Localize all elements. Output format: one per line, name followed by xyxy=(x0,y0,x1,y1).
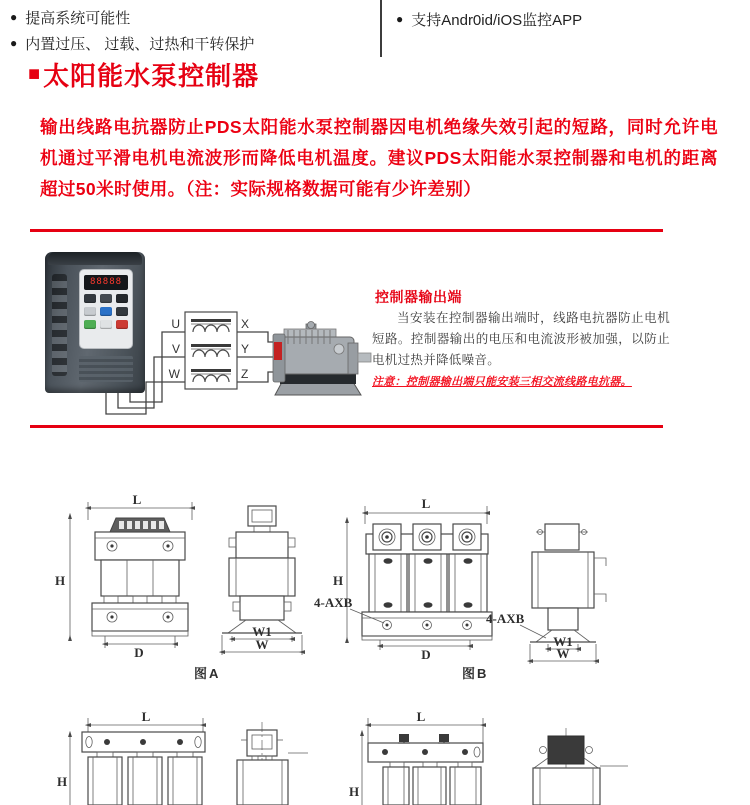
inverter-led-display: 88888 xyxy=(84,275,128,290)
keypad-button xyxy=(116,294,128,303)
dimension-drawings-svg xyxy=(0,490,750,805)
terminal-stud xyxy=(438,734,450,743)
figure-c-group xyxy=(57,709,308,805)
header-divider xyxy=(380,0,382,57)
keypad-button xyxy=(100,307,112,316)
phase-label-x: X xyxy=(241,317,250,331)
dim-label-l: L xyxy=(132,492,142,507)
keypad-button xyxy=(116,307,128,316)
figure-b-group xyxy=(314,496,606,681)
dim-label-h: H xyxy=(348,784,360,799)
inverter-keypad-panel xyxy=(79,269,133,349)
dim-label-h: H xyxy=(54,573,66,588)
feature-text: 提高系统可能性 xyxy=(25,9,131,27)
stop-button xyxy=(116,320,128,329)
figure-a-group xyxy=(55,492,302,681)
header-left-column xyxy=(10,4,370,56)
feature-item xyxy=(10,4,370,30)
inverter-nameplate xyxy=(79,356,133,382)
dim-label-d: D xyxy=(421,647,431,662)
keypad-button xyxy=(84,294,96,303)
dim-label-l: L xyxy=(421,496,431,511)
hole-callout: 4-AXB xyxy=(314,595,353,610)
feature-item xyxy=(396,6,736,32)
header-right-column xyxy=(396,6,736,32)
intro-paragraph: 输出线路电抗器防止PDS太阳能水泵控制器因电机绝缘失效引起的短路，同时允许电机通过平滑电机电流波形而降低电机温度。建议PDS太阳能水泵控制器和电机的距离超过50米时使用。（注：实际规格数据可能有少许差别） xyxy=(40,117,718,199)
dim-label-h: H xyxy=(332,573,344,588)
inverter-vent-grille xyxy=(52,274,67,376)
keypad-button xyxy=(100,294,112,303)
dim-label-l: L xyxy=(141,709,151,724)
terminal-stud xyxy=(398,734,410,743)
bullet-icon: ● xyxy=(396,12,404,26)
section-title-text: 太阳能水泵控制器 xyxy=(43,61,260,91)
dim-label-h: H xyxy=(56,774,68,789)
output-title: 控制器输出端 xyxy=(375,289,462,305)
hole-callout: 4-AXB xyxy=(486,611,525,626)
output-body-text: 当安装在控制器输出端时，线路电抗器防止电机短路。控制器输出的电压和电流波形被加强，以防止电机过热并降低噪音。 xyxy=(372,311,670,367)
phase-label-y: Y xyxy=(241,342,250,356)
keypad-button xyxy=(84,307,96,316)
phase-label-w: W xyxy=(168,367,180,381)
bullet-icon: ● xyxy=(10,10,18,24)
output-note: 注意：控制器输出端只能安装三相交流线路电抗器。 xyxy=(372,376,632,388)
line-reactor-symbol xyxy=(185,312,237,389)
figure-d-group xyxy=(349,709,628,805)
dim-label-w: W xyxy=(556,646,570,661)
dim-label-w1: W1 xyxy=(553,634,573,649)
motor-image xyxy=(273,322,371,396)
dim-label-w: W xyxy=(255,637,269,652)
dim-label-w1: W1 xyxy=(252,624,272,639)
feature-text: 内置过压、 过载、过热和干转保护 xyxy=(25,35,255,53)
feature-item xyxy=(10,30,370,56)
phase-label-u: U xyxy=(171,317,180,331)
run-button xyxy=(84,320,96,329)
inverter-image xyxy=(45,252,145,393)
feature-text: 支持Andr0id/iOS监控APP xyxy=(411,11,583,29)
inverter-top-cap xyxy=(48,252,142,265)
figure-a-caption: 图A xyxy=(194,666,221,681)
phase-label-v: V xyxy=(171,342,180,356)
controller-output-section xyxy=(30,229,670,428)
keypad-button xyxy=(100,320,112,329)
motor-red-label xyxy=(274,342,282,360)
section-title xyxy=(28,56,259,93)
dim-label-d: D xyxy=(134,645,144,660)
phase-label-z: Z xyxy=(241,367,249,381)
bullet-icon: ● xyxy=(10,36,18,50)
square-marker-icon: ■ xyxy=(28,63,41,85)
dim-label-l: L xyxy=(416,709,426,724)
inverter-keypad xyxy=(80,294,132,329)
figure-b-caption: 图B xyxy=(462,666,489,681)
